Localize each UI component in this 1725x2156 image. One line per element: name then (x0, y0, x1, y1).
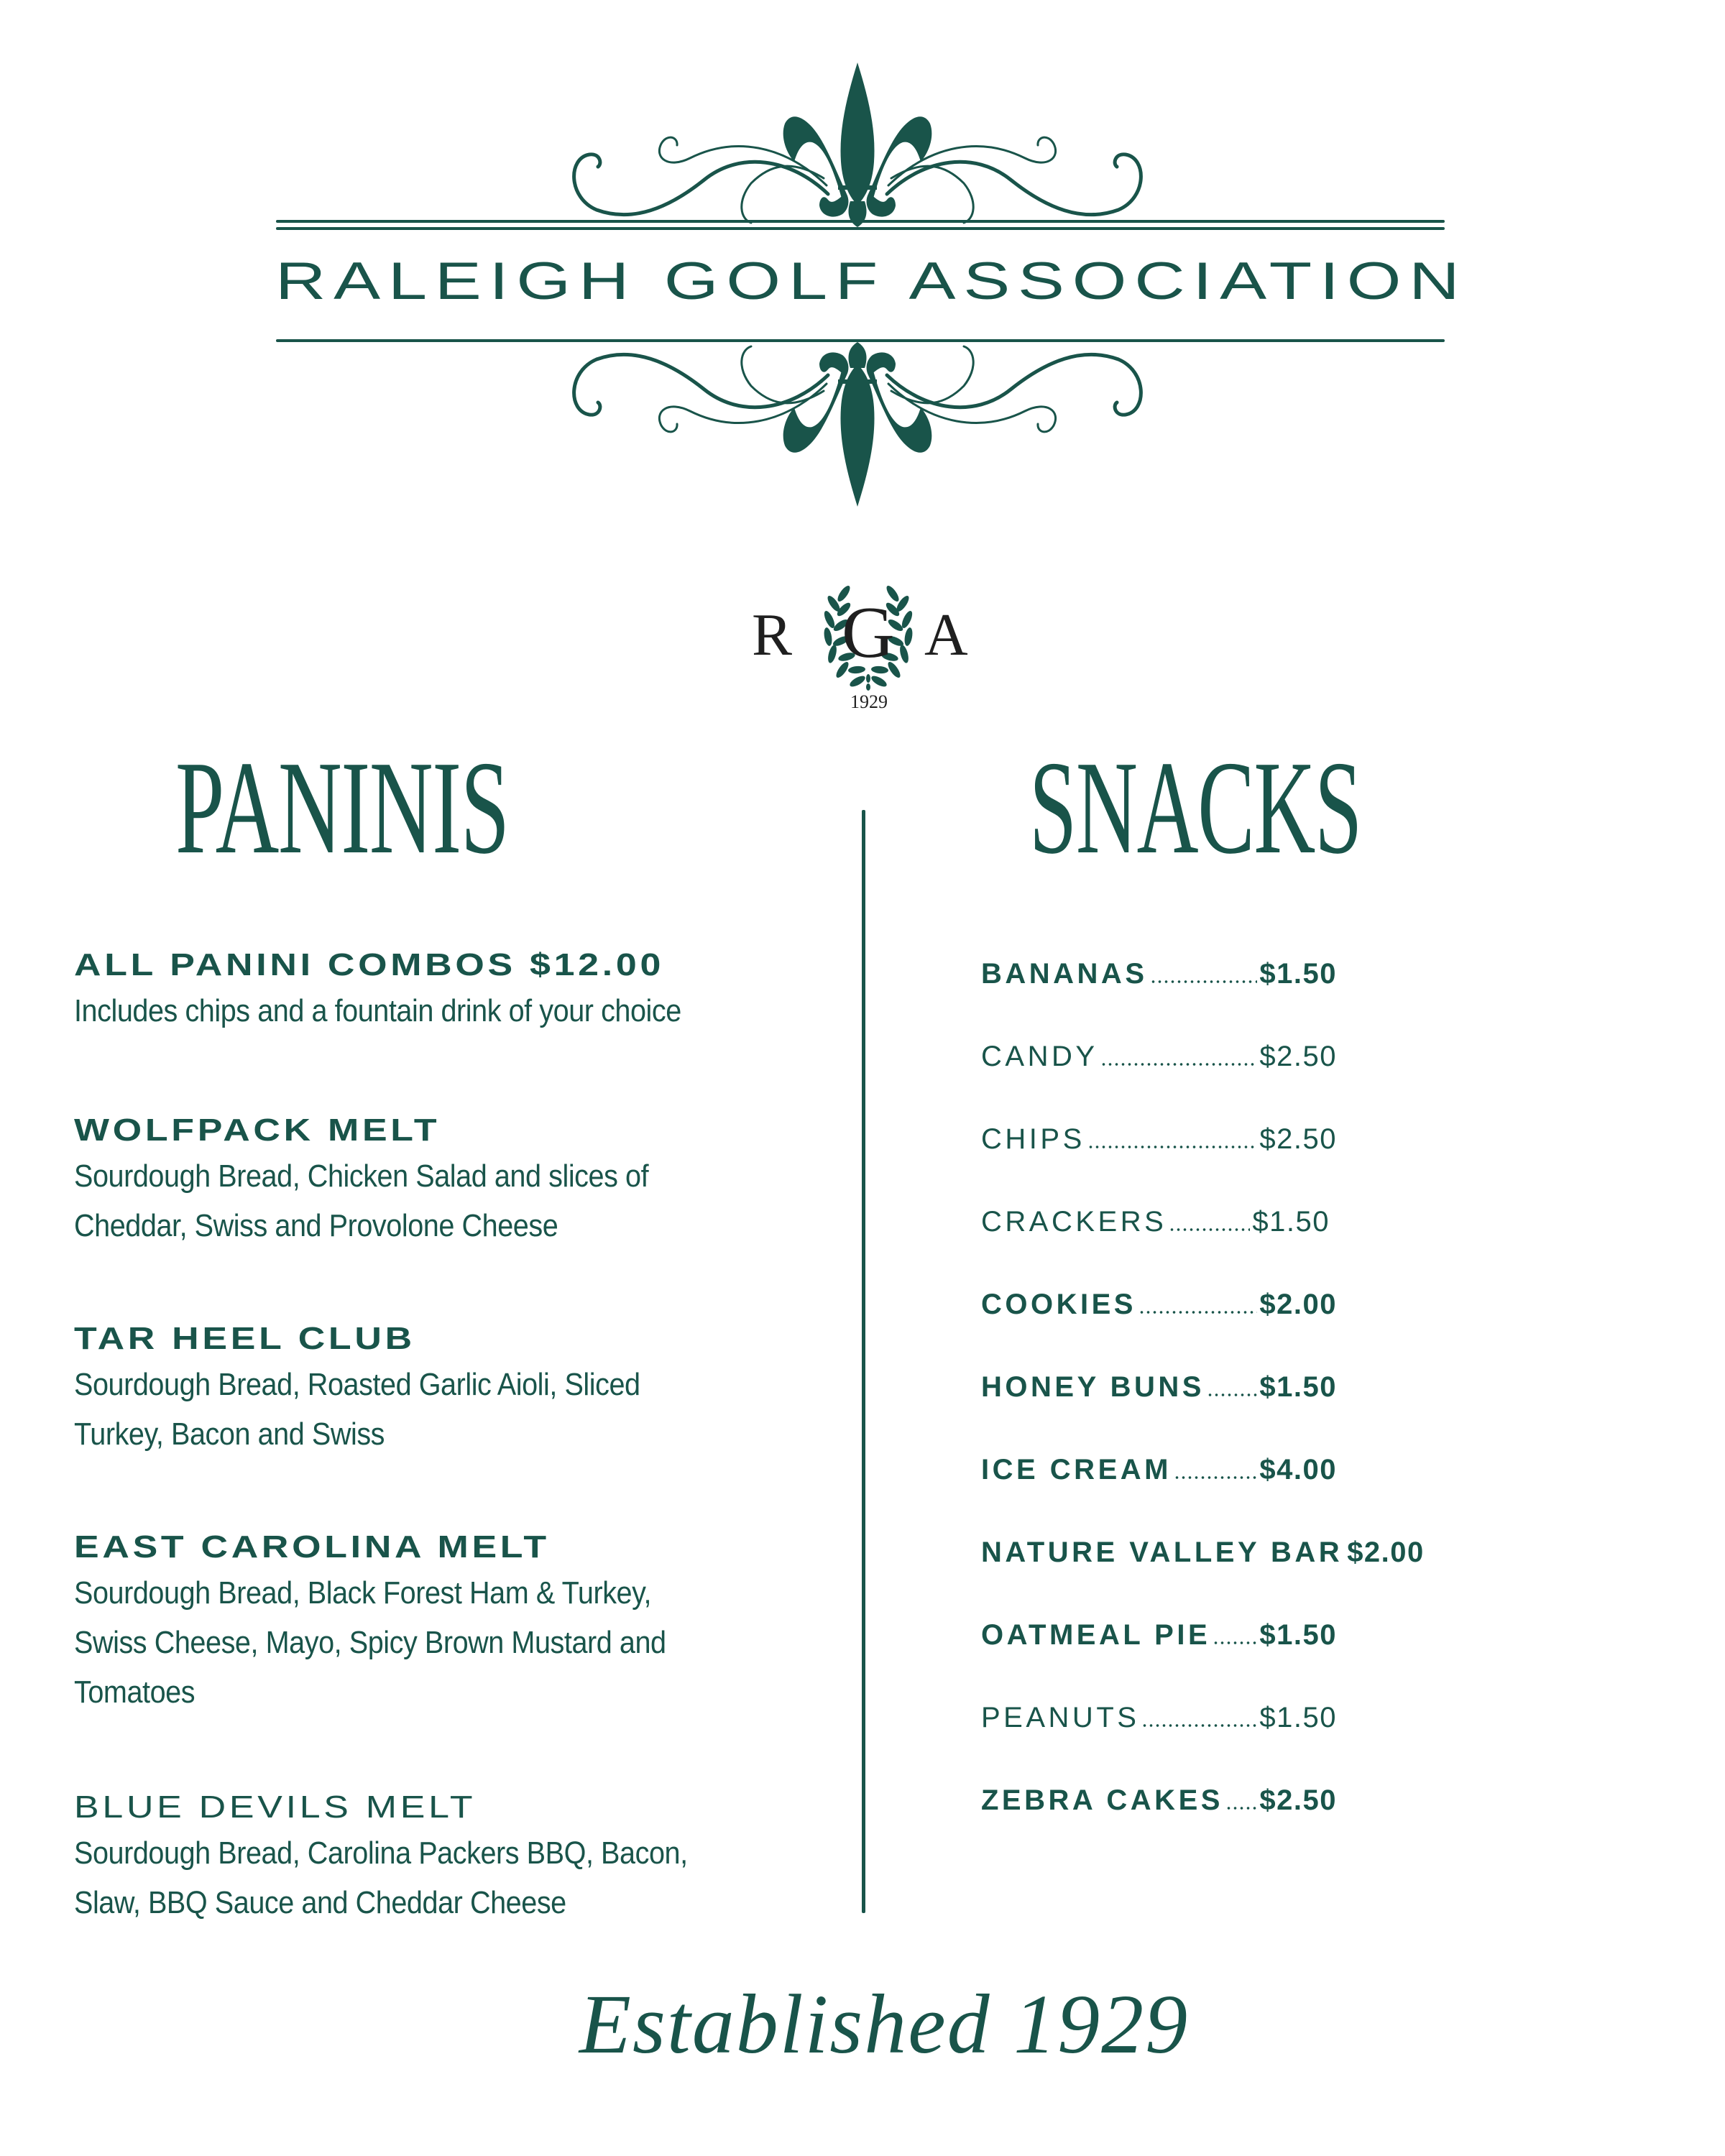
fleur-de-lis-ornament-top-icon (561, 57, 1164, 227)
panini-item-description-line: Tomatoes (74, 1674, 196, 1710)
panini-combo-title: ALL PANINI COMBOS $12.00 (74, 947, 665, 982)
snack-name: COOKIES (981, 1289, 1136, 1320)
snack-row (981, 1534, 1425, 1570)
dot-leader (1087, 1146, 1258, 1148)
snack-price: $1.50 (1259, 1702, 1337, 1733)
dot-leader (1150, 980, 1258, 983)
panini-item (74, 1789, 836, 1927)
snack-price: $4.00 (1259, 1454, 1337, 1485)
fleur-de-lis-ornament-bottom-icon (561, 342, 1164, 512)
snack-price: $2.50 (1259, 1123, 1337, 1155)
snack-name: PEANUTS (981, 1702, 1140, 1733)
snack-name: BANANAS (981, 958, 1148, 990)
snack-row (981, 1617, 1337, 1653)
club-title-text: RALEIGH GOLF ASSOCIATION (275, 252, 1468, 310)
snack-price: $1.50 (1259, 958, 1337, 990)
snack-name: CHIPS (981, 1123, 1085, 1155)
column-divider (862, 810, 865, 1913)
header-rule-top-2 (276, 227, 1445, 230)
panini-item (74, 1112, 836, 1250)
dot-leader (1169, 1228, 1250, 1231)
paninis-heading: PANINIS (175, 734, 509, 882)
panini-item-name: EAST CAROLINA MELT (74, 1529, 550, 1565)
snack-name: NATURE VALLEY BAR (981, 1537, 1343, 1568)
snack-row (981, 1121, 1337, 1157)
logo-letter-g: G (842, 592, 895, 673)
panini-combo (74, 947, 836, 1036)
panini-item-name: TAR HEEL CLUB (74, 1321, 415, 1356)
dot-leader (1100, 1063, 1258, 1066)
established-tagline: Established 1929 (579, 1977, 1190, 2071)
panini-item-name: BLUE DEVILS MELT (74, 1789, 477, 1825)
panini-item-description-line: Swiss Cheese, Mayo, Spicy Brown Mustard and (74, 1625, 666, 1660)
club-title (275, 252, 1468, 310)
panini-item-description-line: Slaw, BBQ Sauce and Cheddar Cheese (74, 1885, 566, 1920)
snack-price: $1.50 (1259, 1371, 1337, 1403)
panini-item-description-line: Cheddar, Swiss and Provolone Cheese (74, 1208, 558, 1243)
snack-name: OATMEAL PIE (981, 1619, 1211, 1651)
dot-leader (1225, 1807, 1257, 1810)
snack-row (981, 1452, 1337, 1488)
panini-item-name: WOLFPACK MELT (74, 1112, 441, 1148)
dot-leader (1138, 1311, 1257, 1314)
snack-name: CANDY (981, 1041, 1098, 1072)
snack-price: $2.00 (1259, 1289, 1337, 1320)
snack-price: $2.00 (1347, 1537, 1425, 1568)
panini-item (74, 1529, 836, 1717)
dot-leader (1207, 1393, 1257, 1396)
dot-leader (1174, 1476, 1257, 1479)
panini-item-description-line: Sourdough Bread, Black Forest Ham & Turkey, (74, 1575, 652, 1611)
rga-logo (748, 581, 978, 717)
snack-row (981, 1286, 1337, 1322)
panini-combo-description: Includes chips and a fountain drink of your choice (74, 993, 681, 1028)
panini-item (74, 1321, 836, 1459)
snack-price: $2.50 (1259, 1041, 1337, 1072)
logo-letter-a: A (924, 602, 968, 668)
snack-row (981, 956, 1337, 992)
logo-letter-r: R (752, 602, 793, 668)
snack-row (981, 1204, 1330, 1240)
panini-item-description-line: Sourdough Bread, Roasted Garlic Aioli, Sliced (74, 1367, 640, 1402)
snack-name: HONEY BUNS (981, 1371, 1205, 1403)
snack-row (981, 1782, 1337, 1818)
snack-row (981, 1369, 1337, 1405)
dot-leader (1141, 1724, 1257, 1727)
dot-leader (1213, 1641, 1257, 1644)
snack-price: $2.50 (1259, 1784, 1337, 1816)
snack-name: CRACKERS (981, 1206, 1167, 1238)
snack-name: ZEBRA CAKES (981, 1784, 1223, 1816)
snack-row (981, 1700, 1337, 1736)
snacks-heading: SNACKS (1029, 734, 1362, 882)
snack-name: ICE CREAM (981, 1454, 1172, 1485)
snack-row (981, 1038, 1337, 1074)
header-rule-top-1 (276, 220, 1445, 223)
logo-year: 1929 (850, 691, 888, 712)
panini-item-description-line: Sourdough Bread, Carolina Packers BBQ, Bacon, (74, 1835, 688, 1871)
panini-item-description-line: Turkey, Bacon and Swiss (74, 1416, 385, 1452)
snack-price: $1.50 (1252, 1206, 1330, 1238)
snack-price: $1.50 (1259, 1619, 1337, 1651)
panini-item-description-line: Sourdough Bread, Chicken Salad and slices of (74, 1158, 649, 1194)
